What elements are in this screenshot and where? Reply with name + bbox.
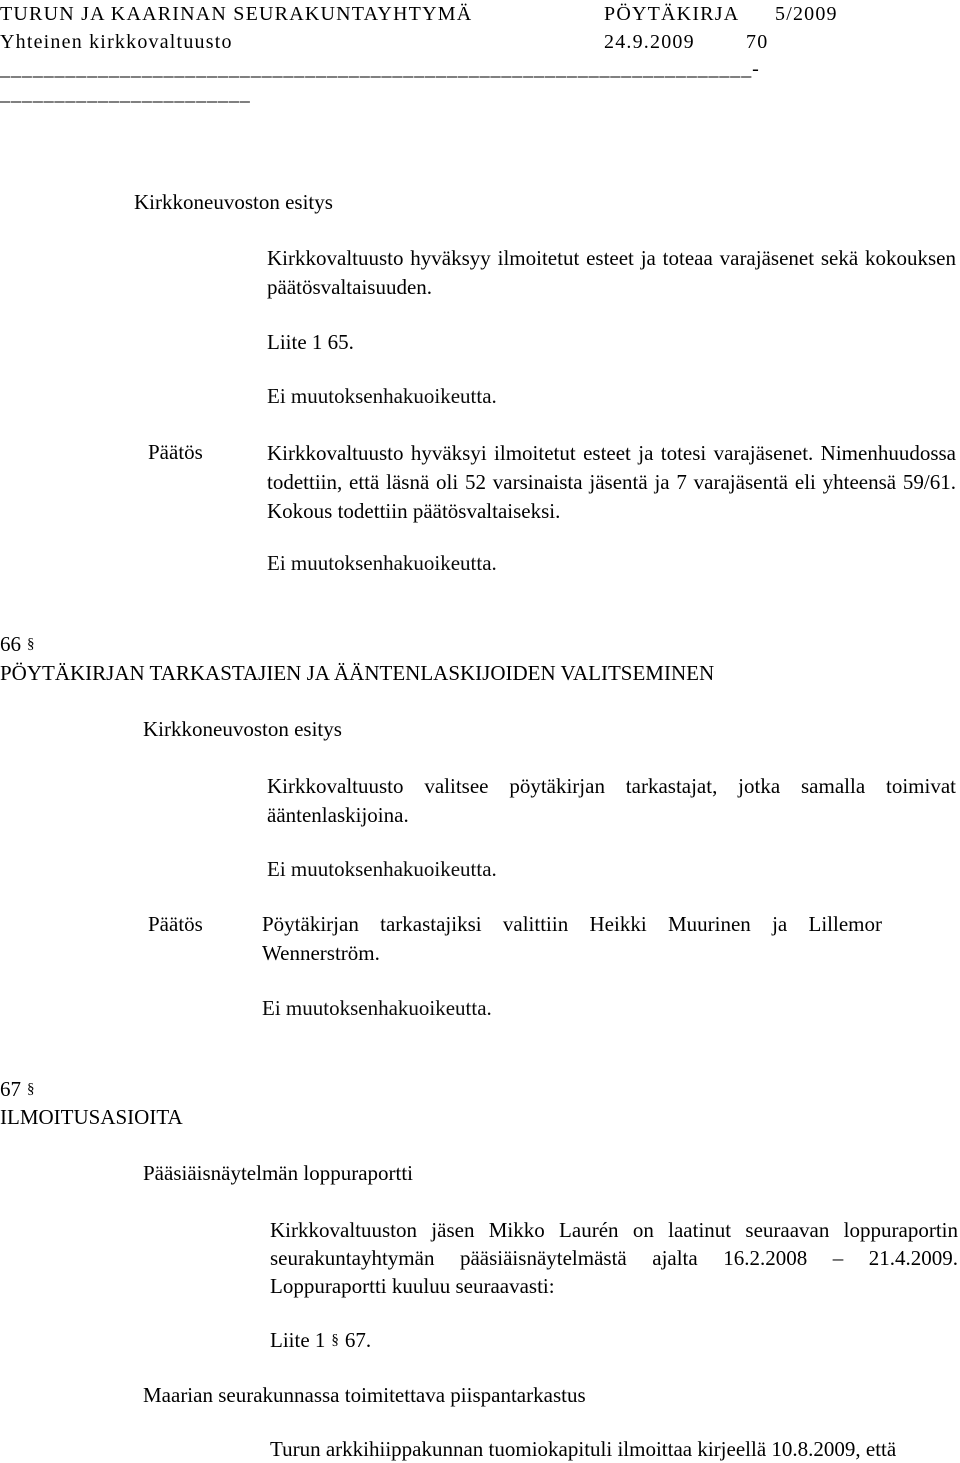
- no-appeal-65b: Ei muutoksenhakuoikeutta.: [267, 551, 497, 575]
- attachment-65: Liite 1 65.: [267, 330, 354, 354]
- meeting-date: 24.9.2009: [604, 31, 695, 53]
- document-type: PÖYTÄKIRJA: [604, 3, 740, 25]
- attachment-67: Liite 1 § 67.: [270, 1328, 372, 1352]
- proposal-heading-66: Kirkkoneuvoston esitys: [143, 717, 342, 741]
- easter-play-report-text: Kirkkovaltuuston jäsen Mikko Laurén on laatinut seuraavan loppuraportin seurakuntayhtymän pääsiäisnäytelmästä ajalta 16.2.2008 – 21.4.2009. Loppuraportti kuuluu seuraavasti:: [270, 1218, 958, 1298]
- no-appeal-66b: Ei muutoksenhakuoikeutta.: [262, 996, 492, 1020]
- meeting-body: Yhteinen kirkkovaltuusto: [0, 31, 233, 53]
- no-appeal-65a: Ei muutoksenhakuoikeutta.: [267, 384, 497, 408]
- header-rule-1: _____________________________________________________________________-: [0, 58, 760, 80]
- no-appeal-66a: Ei muutoksenhakuoikeutta.: [267, 857, 497, 881]
- subheading-bishop-visitation: Maarian seurakunnassa toimitettava piispantarkastus: [143, 1383, 586, 1407]
- bishop-visitation-text: Turun arkkihiippakunnan tuomiokapituli ilmoittaa kirjeellä 10.8.2009, että: [270, 1437, 897, 1461]
- proposal-heading-65: Kirkkoneuvoston esitys: [134, 190, 333, 214]
- decision-text-65: Kirkkovaltuusto hyväksyi ilmoitetut esteet ja totesi varajäsenet. Nimenhuudossa todettiin, että läsnä oli 52 varsinaista jäsentä ja 7 varajäsentä eli yhteensä 59/61. Kokous todettiin päätösvaltaiseksi.: [267, 441, 956, 523]
- decision-label-66: Päätös: [148, 912, 203, 936]
- decision-label-65: Päätös: [148, 440, 203, 464]
- organization-name: TURUN JA KAARINAN SEURAKUNTAYHTYMÄ: [0, 3, 473, 25]
- proposal-text-65: Kirkkovaltuusto hyväksyy ilmoitetut esteet ja toteaa varajäsenet sekä kokouksen päätösvaltaisuuden.: [267, 246, 956, 299]
- section-title-67: ILMOITUSASIOITA: [0, 1105, 183, 1129]
- section-number-67: 67 §: [0, 1077, 35, 1101]
- proposal-text-66: Kirkkovaltuusto valitsee pöytäkirjan tarkastajat, jotka samalla toimivat ääntenlaskijoina.: [267, 774, 956, 827]
- header-rule-2: _______________________: [0, 83, 251, 105]
- decision-text-66: Pöytäkirjan tarkastajiksi valittiin Heikki Muurinen ja Lillemor Wennerström.: [262, 912, 882, 965]
- subheading-easter-play-report: Pääsiäisnäytelmän loppuraportti: [143, 1161, 414, 1185]
- section-number-66: 66 §: [0, 632, 35, 656]
- page-number: 70: [746, 31, 769, 53]
- section-title-66: PÖYTÄKIRJAN TARKASTAJIEN JA ÄÄNTENLASKIJOIDEN VALITSEMINEN: [0, 661, 715, 685]
- document-number: 5/2009: [775, 3, 838, 25]
